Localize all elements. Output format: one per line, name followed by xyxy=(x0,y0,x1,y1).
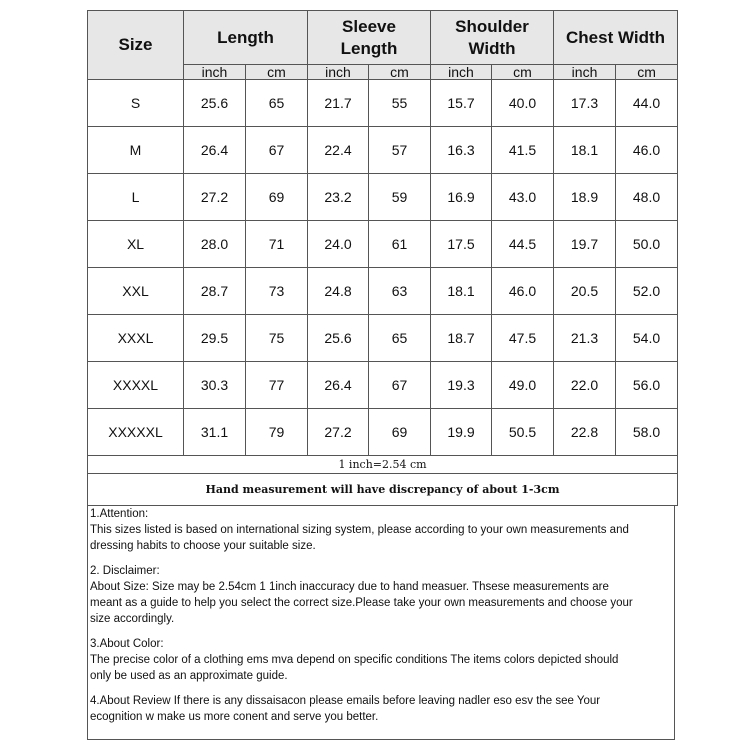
unit-cell: cm xyxy=(246,65,308,80)
measurement-cell: 65 xyxy=(369,315,431,362)
measurement-cell: 18.1 xyxy=(431,268,492,315)
measurement-cell: 21.7 xyxy=(308,80,369,127)
note-title: 1.Attention: xyxy=(90,508,149,520)
table-row xyxy=(88,80,678,127)
size-label-cell: XXXL xyxy=(88,315,184,362)
note-title: 2. Disclaimer: xyxy=(90,565,160,577)
conversion-note: 1 inch=2.54 cm xyxy=(88,456,678,474)
unit-cell: cm xyxy=(492,65,554,80)
measurement-cell: 50.5 xyxy=(492,409,554,456)
measurement-cell: 25.6 xyxy=(308,315,369,362)
note-block xyxy=(90,506,674,554)
measurement-cell: 17.5 xyxy=(431,221,492,268)
note-title: 3.About Color: xyxy=(90,638,164,650)
measurement-cell: 16.9 xyxy=(431,174,492,221)
measurement-cell: 67 xyxy=(369,362,431,409)
measurement-cell: 46.0 xyxy=(492,268,554,315)
measurement-cell: 20.5 xyxy=(554,268,616,315)
measurement-cell: 71 xyxy=(246,221,308,268)
note-line: 4.About Review If there is any dissaisacon please emails before leaving nadler eso esv the see Your xyxy=(90,695,601,707)
unit-cell: inch xyxy=(308,65,369,80)
measurement-cell: 22.0 xyxy=(554,362,616,409)
measurement-cell: 30.3 xyxy=(184,362,246,409)
measurement-cell: 18.7 xyxy=(431,315,492,362)
note-line: ecognition w make us more conent and serve you better. xyxy=(90,711,379,723)
measurement-cell: 43.0 xyxy=(492,174,554,221)
measurement-cell: 28.0 xyxy=(184,221,246,268)
measurement-cell: 17.3 xyxy=(554,80,616,127)
measurement-cell: 67 xyxy=(246,127,308,174)
measurement-cell: 55 xyxy=(369,80,431,127)
note-line: only be used as an approximate guide. xyxy=(90,670,288,682)
header-shoulder-width-line2: Width xyxy=(468,38,516,58)
header-row xyxy=(88,11,678,65)
size-table xyxy=(87,10,678,506)
table-row xyxy=(88,221,678,268)
table-row xyxy=(88,127,678,174)
measurement-cell: 65 xyxy=(246,80,308,127)
measurement-cell: 49.0 xyxy=(492,362,554,409)
measurement-cell: 48.0 xyxy=(616,174,678,221)
measurement-cell: 27.2 xyxy=(308,409,369,456)
measurement-cell: 15.7 xyxy=(431,80,492,127)
measurement-cell: 73 xyxy=(246,268,308,315)
unit-cell: inch xyxy=(554,65,616,80)
unit-cell: inch xyxy=(184,65,246,80)
table-row xyxy=(88,174,678,221)
measurement-cell: 59 xyxy=(369,174,431,221)
measurement-cell: 29.5 xyxy=(184,315,246,362)
header-sleeve-length-line1: Sleeve xyxy=(342,16,396,36)
measurement-cell: 69 xyxy=(369,409,431,456)
measurement-cell: 18.1 xyxy=(554,127,616,174)
note-line: The precise color of a clothing ems mva depend on specific conditions The items colors depicted should xyxy=(90,654,619,666)
table-row xyxy=(88,315,678,362)
measurement-cell: 77 xyxy=(246,362,308,409)
size-label-cell: XXXXXL xyxy=(88,409,184,456)
measurement-cell: 54.0 xyxy=(616,315,678,362)
measurement-cell: 21.3 xyxy=(554,315,616,362)
note-line: About Size: Size may be 2.54cm 1 1inch inaccuracy due to hand measuer. Thsese measurements are xyxy=(90,581,609,593)
header-sleeve-length-line2: Length xyxy=(340,38,398,58)
measurement-cell: 46.0 xyxy=(616,127,678,174)
size-label-cell: XXL xyxy=(88,268,184,315)
header-shoulder-width xyxy=(431,11,554,65)
table-row xyxy=(88,409,678,456)
note-line: size accordingly. xyxy=(90,613,175,625)
notes-section xyxy=(87,506,675,740)
size-label-cell: XL xyxy=(88,221,184,268)
measurement-cell: 69 xyxy=(246,174,308,221)
note-block xyxy=(90,636,674,684)
measurement-cell: 63 xyxy=(369,268,431,315)
measurement-cell: 75 xyxy=(246,315,308,362)
measurement-cell: 28.7 xyxy=(184,268,246,315)
measurement-cell: 24.0 xyxy=(308,221,369,268)
measurement-cell: 24.8 xyxy=(308,268,369,315)
unit-cell: inch xyxy=(431,65,492,80)
header-shoulder-width-line1: Shoulder xyxy=(455,16,529,36)
measurement-cell: 58.0 xyxy=(616,409,678,456)
measurement-note: Hand measurement will have discrepancy of about 1-3cm xyxy=(88,474,678,506)
size-label-cell: L xyxy=(88,174,184,221)
header-length: Length xyxy=(184,11,308,65)
size-label-cell: M xyxy=(88,127,184,174)
size-chart-sheet xyxy=(87,10,677,740)
measurement-cell: 56.0 xyxy=(616,362,678,409)
measurement-cell: 25.6 xyxy=(184,80,246,127)
measurement-cell: 26.4 xyxy=(184,127,246,174)
measurement-cell: 16.3 xyxy=(431,127,492,174)
size-table-body xyxy=(88,80,678,456)
measurement-cell: 27.2 xyxy=(184,174,246,221)
measurement-cell: 40.0 xyxy=(492,80,554,127)
measurement-cell: 23.2 xyxy=(308,174,369,221)
measurement-cell: 22.4 xyxy=(308,127,369,174)
note-line: dressing habits to choose your suitable size. xyxy=(90,540,316,552)
note-line: This sizes listed is based on international sizing system, please according to your own measurements and xyxy=(90,524,629,536)
measurement-cell: 18.9 xyxy=(554,174,616,221)
unit-cell: cm xyxy=(616,65,678,80)
size-label-cell: XXXXL xyxy=(88,362,184,409)
header-size: Size xyxy=(88,11,184,80)
size-label-cell: S xyxy=(88,80,184,127)
note-line: meant as a guide to help you select the correct size.Please take your own measurements and choose your xyxy=(90,597,633,609)
measurement-cell: 52.0 xyxy=(616,268,678,315)
measurement-cell: 41.5 xyxy=(492,127,554,174)
measurement-cell: 22.8 xyxy=(554,409,616,456)
measurement-note-row xyxy=(88,474,678,506)
note-block xyxy=(90,693,674,725)
measurement-cell: 44.5 xyxy=(492,221,554,268)
table-row xyxy=(88,268,678,315)
measurement-cell: 47.5 xyxy=(492,315,554,362)
conversion-note-row xyxy=(88,456,678,474)
measurement-cell: 44.0 xyxy=(616,80,678,127)
measurement-cell: 79 xyxy=(246,409,308,456)
measurement-cell: 61 xyxy=(369,221,431,268)
table-row xyxy=(88,362,678,409)
measurement-cell: 19.7 xyxy=(554,221,616,268)
measurement-cell: 19.3 xyxy=(431,362,492,409)
header-sleeve-length xyxy=(308,11,431,65)
header-chest-width: Chest Width xyxy=(554,11,678,65)
note-block xyxy=(90,563,674,627)
unit-cell: cm xyxy=(369,65,431,80)
measurement-cell: 57 xyxy=(369,127,431,174)
measurement-cell: 26.4 xyxy=(308,362,369,409)
measurement-cell: 19.9 xyxy=(431,409,492,456)
measurement-cell: 31.1 xyxy=(184,409,246,456)
measurement-cell: 50.0 xyxy=(616,221,678,268)
